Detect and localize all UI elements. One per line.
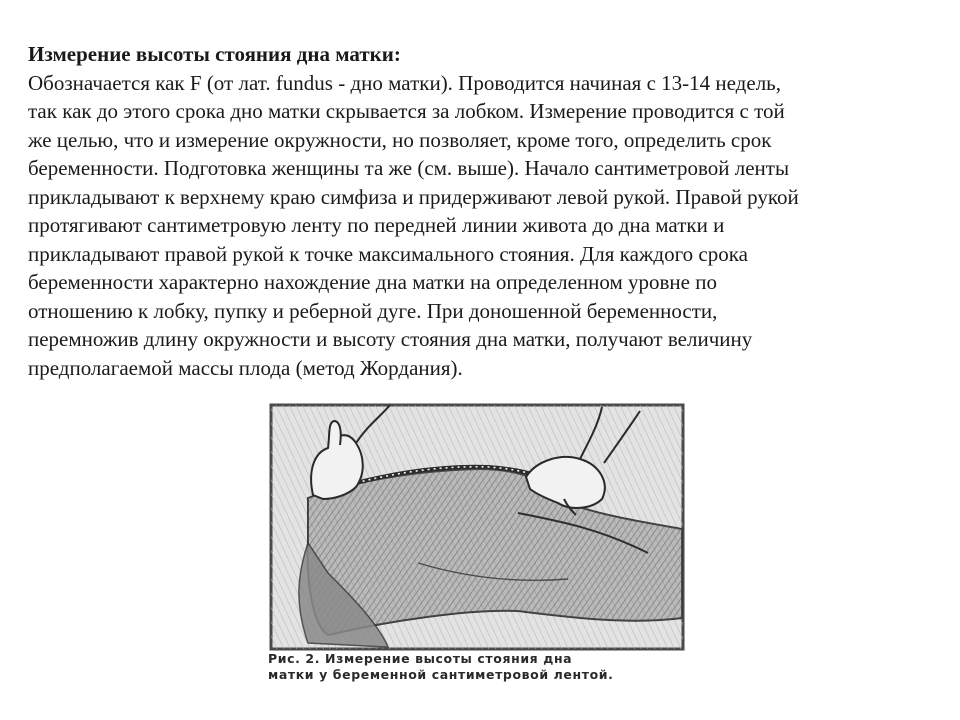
illustration-drawing (268, 403, 686, 651)
body-line: прикладывают правой рукой к точке максимального стояния. Для каждого срока (28, 241, 748, 266)
body-line: отношению к лобку, пупку и реберной дуге. При доношенной беременности, (28, 298, 718, 323)
body-line: беременности. Подготовка женщины та же (см. выше). Начало сантиметровой ленты (28, 156, 790, 180)
body-line: прикладывают к верхнему краю симфиза и придерживают левой рукой. Правой рукой (28, 184, 799, 209)
caption-line: матки у беременной сантиметровой лентой. (268, 667, 614, 682)
body-line: протягивают сантиметровую ленту по передней линии живота до дна матки и (28, 213, 725, 237)
body-line: Обозначается как F (от лат. fundus - дно матки). Проводится начиная с 13-14 недель, (28, 70, 781, 95)
figure-caption (268, 651, 686, 683)
section-heading: Измерение высоты стояния дна матки: (28, 42, 401, 66)
figure-fundal-height-measurement (268, 403, 686, 689)
text-block (28, 40, 928, 382)
body-line: так как до этого срока дно матки скрывается за лобком. Измерение проводится с той (28, 99, 785, 123)
body-line: перемножив длину окружности и высоту стояния дна матки, получают величину (28, 327, 753, 351)
body-line: же целью, что и измерение окружности, но позволяет, кроме того, определить срок (28, 127, 772, 152)
body-line: предполагаемой массы плода (метод Жордания). (28, 355, 463, 380)
body-line: беременности характерно нахождение дна матки на определенном уровне по (28, 270, 717, 294)
caption-line: Рис. 2. Измерение высоты стояния дна (268, 651, 573, 666)
